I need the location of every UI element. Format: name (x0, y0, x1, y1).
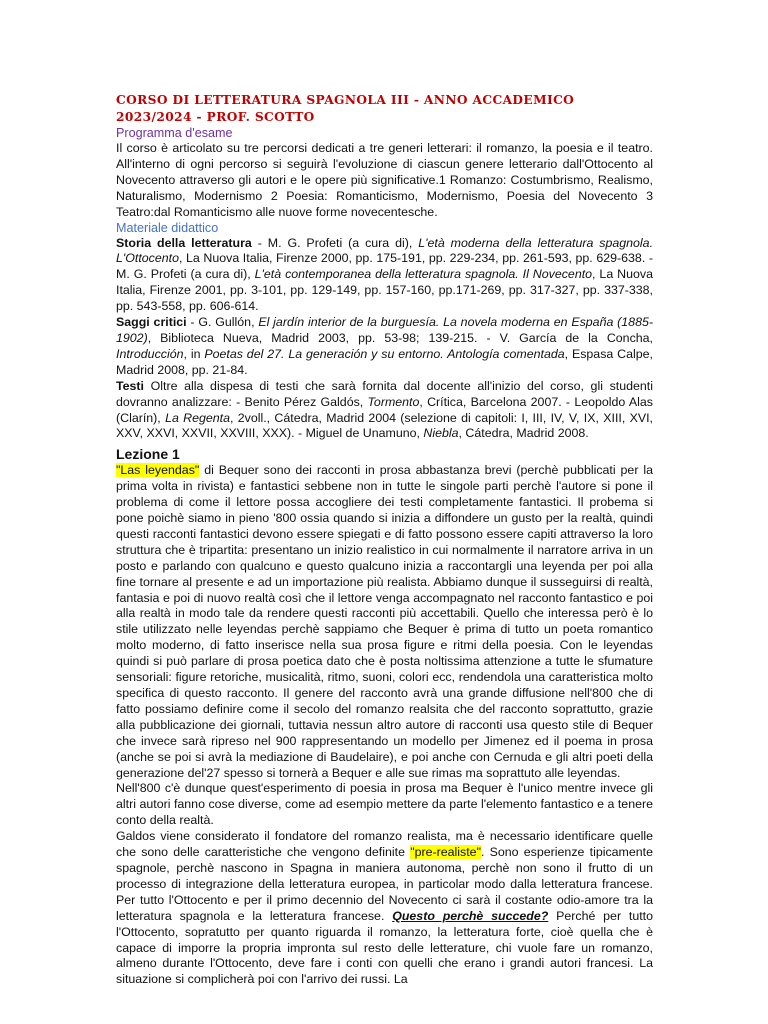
lesson-text: Galdos viene considerato il fondatore del romanzo realista, ma è necessario identificare quelle che sono delle caratteristiche che vengono definite (116, 829, 653, 860)
saggi-label: Saggi critici (116, 315, 187, 330)
lesson-paragraph-2: Nell'800 c'è dunque quest'esperimento di poesia in prosa ma Bequer è l'unico mentre invece gli altri autori fanno cose diverse, come ad esempio mettere da parte l'elemento fantastico e a tenere conto della realtà. (116, 781, 653, 828)
emphasized-question: Questo perchè succede? (392, 908, 549, 923)
book-title: L'età moderna della letteratura spagnola. L'Ottocento (116, 235, 654, 266)
book-title: L'età contemporanea della letteratura spagnola. Il Novecento (254, 267, 593, 282)
storia-text: - M. G. Profeti (a cura di), (251, 235, 419, 250)
storia-text: , La Nuova Italia, Firenze 2000, pp. 175-191, pp. 229-234, pp. 261-593, pp. 629-638. - M. G. Profeti (a cura di), (116, 251, 653, 282)
lesson-paragraph-1 (116, 463, 653, 781)
storia-label: Storia della letteratura (116, 235, 252, 250)
testi-text: , 2voll., Cátedra, Madrid 2004 (selezione di capitoli: I, III, IV, V, IX, XIII, XVI, XXV, XXVI, XXVII, XXVIII, XXX). - Miguel de Unamuno, (116, 410, 653, 441)
storia-text: , La Nuova Italia, Firenze 2001, pp. 3-101, pp. 129-149, pp. 157-160, pp.171-269, pp. 317-327, pp. 337-338, pp. 543-558, pp. 606-614. (116, 267, 653, 314)
lesson-text: . Sono esperienze tipicamente spagnole, perchè nascono in Spagna in maniera autonoma, perchè non sono il frutto di un processo di integrazione della letteratura europea, in particolar modo dalla letteratura francese. Per tutto l'Ottocento e per il primo decennio del Novecento ci sarà il costante odio-amore tra la letteratura spagnola e la letteratura francese. (116, 845, 653, 923)
book-title: La Regenta (165, 410, 230, 425)
testi-text: Oltre alla dispesa di testi che sarà fornita dal docente all'inizio del corso, gli studenti dovranno analizzare: - Benito Pérez Galdós, (116, 378, 653, 409)
lesson-text: Perché per tutto l'Ottocento, sopratutto per quanto riguarda il romanzo, la letteratura forte, cioè quella che è capace di imporre la propria impronta sul resto delle letterature, chi vuole fare un romanzo, almeno durante l'Ottocento, deve fare i conti con quelli che erano i grandi autori francesi. La situazione si complicherà poi con l'arrivo dei russi. La (116, 908, 653, 987)
testi-label: Testi (116, 378, 144, 393)
materials-heading: Materiale didattico (116, 220, 219, 235)
highlighted-term: "pre-realiste" (410, 845, 481, 860)
book-title: Poetas del 27. La generación y su entorno. Antología comentada (204, 346, 565, 361)
testi-text: , Cátedra, Madrid 2008. (458, 426, 589, 441)
saggi-text: , Biblioteca Nueva, Madrid 2003, pp. 53-98; 139-215. - V. García de la Concha, (147, 330, 653, 345)
storia-paragraph (116, 236, 653, 316)
book-title: El jardín interior de la burguesía. La novela moderna en España (1885-1902) (116, 315, 653, 345)
book-title: Tormento (367, 394, 420, 409)
course-title: CORSO DI LETTERATURA SPAGNOLA III - ANNO ACCADEMICO 2023/2024 - PROF. SCOTTO (116, 93, 575, 124)
lesson-text: di Bequer sono dei racconti in prosa abbastanza brevi (perchè pubblicati per la prima volta in rivista) e fantastici sebbene non in tutte le singole parti perchè l'autore si pone il problema di come il lettore possa accogliere dei testi completamente fantastici. Il probema si pone poichè siamo in pieno '800 ossia quando si inizia a diffondere un gusto per la realtà, quindi questi racconti fantastici devono essere spiegati e di fatto possono essere capiti attraverso la loro struttura che è tripartita: presentano un inizio realistico in cui normalmente il narratore arriva in un posto e parlando con qualcuno e questo qualcuno inizia a raccontargli una leyenda per poi alla fine tornare al presente e ad un importazione più realista. Abbiamo dunque il susseguirsi di realtà, fantasia e poi di nuovo realtà così che il lettore venga accompagnato nel racconto fantastico e poi alla realtà in modo tale da rendere questi racconti più accettabili. Quello che interessa però è lo stile utilizzato nelle leyendas perchè sappiamo che Bequer è prima di tutto un poeta romantico molto moderno, di fatto inserisce nella sua prosa figure e ritmi della poesia. Con le leyendas quindi si può parlare di prosa poetica dato che è posta noltissima attenzione a tutte le sfumature sensoriali: figure retoriche, musicalità, ritmo, suoni, colori ecc, rendendola una caratteristica molto specifica di questo racconto. Il genere del racconto avrà una grande diffusione nell'800 che di fatto possiamo definire come il secolo del romanzo realsita che del racconto soprattutto, grazie alla pubblicazione dei giornali, tuttavia nessun altro autore di racconti usa questo stile di Bequer che invece sarà ripreso nel 900 rappresentando un modello per Jimenez ed il poema in prosa (anche se poi si avrà la mediazione di Baudelaire), e poi anche con Cernuda e gli altri poeti della generazione del'27 spesso si tornerà a Bequer e alle sue rimas ma soprattuto alle leyendas. (116, 463, 653, 780)
highlighted-term: "Las leyendas" (116, 463, 200, 478)
lesson-paragraph-3 (116, 829, 653, 988)
saggi-text: - G. Gullón, (186, 315, 259, 330)
lesson-heading: Lezione 1 (116, 446, 180, 463)
document-page (116, 92, 653, 988)
testi-text: , Crítica, Barcelona 2007. - Leopoldo Alas (Clarín), (116, 394, 653, 425)
saggi-text: , Espasa Calpe, Madrid 2008, pp. 21-84. (116, 346, 653, 377)
testi-paragraph (116, 379, 653, 443)
program-text: Il corso è articolato su tre percorsi dedicati a tre generi letterari: il romanzo, la poesia e il teatro. All'interno di ogni percorso si seguirà l'evoluzione di ciascun genere letterario dall'Ottocento al Novecento attraverso gli autori e le opere più significative.1 Romanzo: Costumbrismo, Realismo, Naturalismo, Modernismo 2 Poesia: Romanticismo, Modernismo, Poesia del Novecento 3 Teatro:dal Romanticismo alle nuove forme novecentesche. (116, 141, 653, 219)
book-title: Niebla (423, 426, 459, 441)
book-title: Introducción (116, 346, 184, 361)
saggi-paragraph (116, 315, 653, 379)
saggi-text: , in (183, 346, 205, 361)
program-heading: Programma d'esame (116, 126, 233, 140)
